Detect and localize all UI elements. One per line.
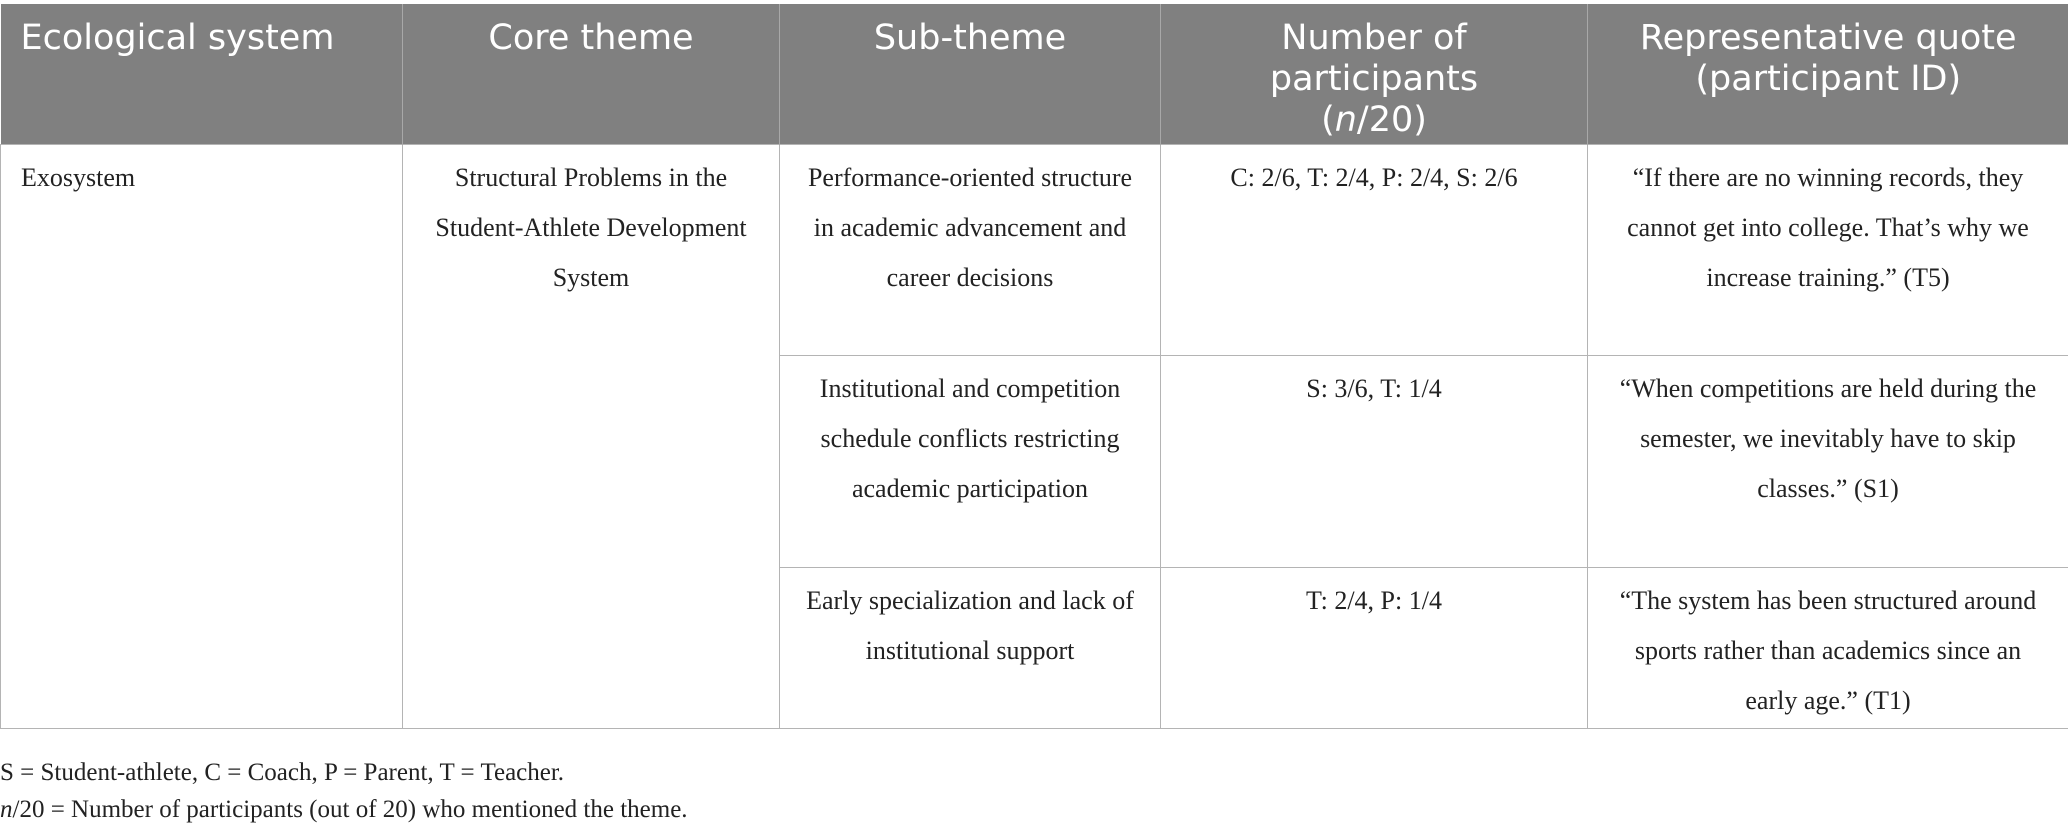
header-number-of-participants <box>1161 4 1588 144</box>
header-row <box>1 4 2068 144</box>
cell-quote: “If there are no winning records, they cannot get into college. That’s why we increase training.” (T5) <box>1588 144 2068 355</box>
header-participants-line1: Number of <box>1281 18 1467 58</box>
cell-quote: “When competitions are held during the semester, we inevitably have to skip classes.” (S1) <box>1588 355 2068 567</box>
cell-ecological-system: Exosystem <box>1 144 403 728</box>
table-footnotes <box>0 754 688 828</box>
cell-sub-theme: Performance-oriented structure in academic advancement and career decisions <box>780 144 1161 355</box>
header-participants-line3 <box>1181 100 1567 141</box>
table-body <box>1 144 2068 728</box>
header-sub-theme: Sub-theme <box>780 4 1161 144</box>
table-header <box>1 4 2068 144</box>
cell-sub-theme: Early specialization and lack of institutional support <box>780 567 1161 728</box>
cell-participants: C: 2/6, T: 2/4, P: 2/4, S: 2/6 <box>1161 144 1588 355</box>
footnote-abbreviations: S = Student-athlete, C = Coach, P = Parent, T = Teacher. <box>0 759 565 786</box>
footnote-n-symbol: n <box>0 796 13 823</box>
cell-quote: “The system has been structured around sports rather than academics since an early age.” (T1) <box>1588 567 2068 728</box>
theme-table-container <box>0 4 2068 729</box>
theme-table <box>0 4 2068 729</box>
footnote-n-definition <box>0 791 688 828</box>
header-participants-n: n <box>1334 100 1357 140</box>
cell-sub-theme: Institutional and competition schedule conflicts restricting academic participation <box>780 355 1161 567</box>
header-core-theme: Core theme <box>403 4 780 144</box>
header-participants-suffix: /20) <box>1356 100 1427 140</box>
header-ecological-system: Ecological system <box>1 4 403 144</box>
header-participants-prefix: ( <box>1321 100 1335 140</box>
cell-participants: T: 2/4, P: 1/4 <box>1161 567 1588 728</box>
cell-core-theme: Structural Problems in the Student-Athlete Development System <box>403 144 780 728</box>
cell-participants: S: 3/6, T: 1/4 <box>1161 355 1588 567</box>
header-participants-line2: participants <box>1269 59 1479 99</box>
header-representative-quote: Representative quote (participant ID) <box>1588 4 2068 144</box>
table-row <box>1 144 2068 355</box>
footnote-n-text: /20 = Number of participants (out of 20) who mentioned the theme. <box>12 796 688 823</box>
